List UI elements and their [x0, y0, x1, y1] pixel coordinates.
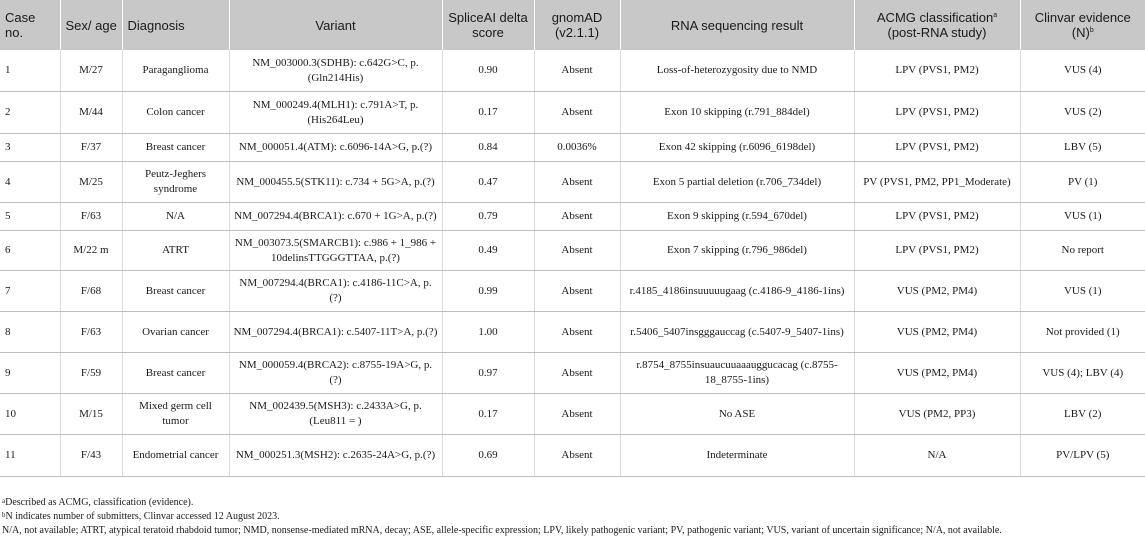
cell-rna: Exon 5 partial deletion (r.706_734del) — [620, 162, 854, 203]
table-row — [0, 435, 1145, 477]
cell-gnomad: Absent — [534, 50, 620, 92]
table-row — [0, 162, 1145, 203]
cell-clinvar: Not provided (1) — [1020, 312, 1145, 353]
table-row — [0, 271, 1145, 312]
cell-gnomad: Absent — [534, 92, 620, 134]
cell-spliceai: 0.79 — [442, 203, 534, 231]
cell-case: 6 — [0, 231, 60, 271]
cell-gnomad: Absent — [534, 203, 620, 231]
cell-spliceai: 0.69 — [442, 435, 534, 477]
header-acmg: ACMG classification$^a$ (post-RNA study) — [854, 0, 1020, 50]
cell-spliceai: 0.84 — [442, 134, 534, 162]
cell-diagnosis: Paraganglioma — [122, 50, 229, 92]
cell-sex-age: M/15 — [60, 394, 122, 435]
cell-variant: NM_000051.4(ATM): c.6096-14A>G, p.(?) — [229, 134, 442, 162]
cell-diagnosis: Breast cancer — [122, 271, 229, 312]
cell-gnomad: Absent — [534, 271, 620, 312]
cell-clinvar: VUS (1) — [1020, 271, 1145, 312]
cell-gnomad: Absent — [534, 162, 620, 203]
cell-diagnosis: Mixed germ cell tumor — [122, 394, 229, 435]
cell-diagnosis: N/A — [122, 203, 229, 231]
cell-clinvar: VUS (1) — [1020, 203, 1145, 231]
table-row — [0, 50, 1145, 92]
cell-variant: NM_002439.5(MSH3): c.2433A>G, p.(Leu811 = ) — [229, 394, 442, 435]
table-row — [0, 231, 1145, 271]
cell-variant: NM_007294.4(BRCA1): c.670 + 1G>A, p.(?) — [229, 203, 442, 231]
table-row — [0, 394, 1145, 435]
header-row — [0, 0, 1145, 50]
cell-case: 9 — [0, 353, 60, 394]
header-variant: Variant — [229, 0, 442, 50]
cell-rna: Exon 10 skipping (r.791_884del) — [620, 92, 854, 134]
cell-acmg: VUS (PM2, PM4) — [854, 353, 1020, 394]
cell-rna: r.8754_8755insuaucuuaaauggucacag (c.8755-18_8755-1ins) — [620, 353, 854, 394]
cell-diagnosis: Breast cancer — [122, 134, 229, 162]
cell-diagnosis: Ovarian cancer — [122, 312, 229, 353]
cell-variant: NM_000249.4(MLH1): c.791A>T, p.(His264Leu) — [229, 92, 442, 134]
cell-rna: Exon 7 skipping (r.796_986del) — [620, 231, 854, 271]
cell-clinvar: PV (1) — [1020, 162, 1145, 203]
cell-case: 5 — [0, 203, 60, 231]
cell-spliceai: 0.97 — [442, 353, 534, 394]
cell-sex-age: F/59 — [60, 353, 122, 394]
cell-rna: Exon 9 skipping (r.594_670del) — [620, 203, 854, 231]
cell-clinvar: VUS (4) — [1020, 50, 1145, 92]
cell-acmg: LPV (PVS1, PM2) — [854, 50, 1020, 92]
header-gnomad: gnomAD (v2.1.1) — [534, 0, 620, 50]
cell-rna: Indeterminate — [620, 435, 854, 477]
cell-variant: NM_000059.4(BRCA2): c.8755-19A>G, p.(?) — [229, 353, 442, 394]
cell-rna: r.5406_5407insgggauccag (c.5407-9_5407-1ins) — [620, 312, 854, 353]
cell-gnomad: 0.0036% — [534, 134, 620, 162]
cell-case: 8 — [0, 312, 60, 353]
cell-sex-age: F/43 — [60, 435, 122, 477]
cell-diagnosis: Breast cancer — [122, 353, 229, 394]
cell-clinvar: LBV (2) — [1020, 394, 1145, 435]
cell-acmg: N/A — [854, 435, 1020, 477]
cell-variant: NM_003073.5(SMARCB1): c.986 + 1_986 + 10delinsTTGGGTTAA, p.(?) — [229, 231, 442, 271]
cell-acmg: VUS (PM2, PM4) — [854, 271, 1020, 312]
cell-sex-age: F/63 — [60, 203, 122, 231]
cell-variant: NM_000251.3(MSH2): c.2635-24A>G, p.(?) — [229, 435, 442, 477]
cell-variant: NM_007294.4(BRCA1): c.4186-11C>A, p.(?) — [229, 271, 442, 312]
cell-sex-age: F/37 — [60, 134, 122, 162]
cell-spliceai: 1.00 — [442, 312, 534, 353]
cell-clinvar: LBV (5) — [1020, 134, 1145, 162]
footnote-b: $^b$N indicates number of submitters, Clinvar accessed 12 August 2023. — [2, 511, 280, 522]
header-spliceai: SpliceAI delta score — [442, 0, 534, 50]
cell-clinvar: VUS (4); LBV (4) — [1020, 353, 1145, 394]
cell-sex-age: M/25 — [60, 162, 122, 203]
header-diagnosis: Diagnosis — [122, 0, 229, 50]
table-row — [0, 353, 1145, 394]
cell-sex-age: F/68 — [60, 271, 122, 312]
cell-sex-age: F/63 — [60, 312, 122, 353]
cell-acmg: LPV (PVS1, PM2) — [854, 203, 1020, 231]
cell-spliceai: 0.47 — [442, 162, 534, 203]
table-row — [0, 312, 1145, 353]
cell-rna: Loss-of-heterozygosity due to NMD — [620, 50, 854, 92]
cell-clinvar: No report — [1020, 231, 1145, 271]
cell-case: 3 — [0, 134, 60, 162]
cell-rna: Exon 42 skipping (r.6096_6198del) — [620, 134, 854, 162]
cell-acmg: PV (PVS1, PM2, PP1_Moderate) — [854, 162, 1020, 203]
cell-gnomad: Absent — [534, 394, 620, 435]
cell-spliceai: 0.17 — [442, 394, 534, 435]
cell-variant: NM_007294.4(BRCA1): c.5407-11T>A, p.(?) — [229, 312, 442, 353]
cell-case: 1 — [0, 50, 60, 92]
cell-acmg: VUS (PM2, PP3) — [854, 394, 1020, 435]
cell-acmg: VUS (PM2, PM4) — [854, 312, 1020, 353]
header-case: Case no. — [0, 0, 60, 50]
cell-case: 11 — [0, 435, 60, 477]
cell-case: 7 — [0, 271, 60, 312]
cell-gnomad: Absent — [534, 435, 620, 477]
cell-acmg: LPV (PVS1, PM2) — [854, 134, 1020, 162]
header-rna: RNA sequencing result — [620, 0, 854, 50]
cell-case: 2 — [0, 92, 60, 134]
table-footnotes — [2, 496, 1002, 538]
cell-case: 4 — [0, 162, 60, 203]
table-row — [0, 92, 1145, 134]
footnote-a: $^a$Described as ACMG, classification (evidence). — [2, 497, 194, 508]
cell-gnomad: Absent — [534, 231, 620, 271]
cell-rna: No ASE — [620, 394, 854, 435]
cell-spliceai: 0.17 — [442, 92, 534, 134]
cell-sex-age: M/27 — [60, 50, 122, 92]
cell-diagnosis: Endometrial cancer — [122, 435, 229, 477]
cell-gnomad: Absent — [534, 353, 620, 394]
cell-variant: NM_000455.5(STK11): c.734 + 5G>A, p.(?) — [229, 162, 442, 203]
cell-clinvar: VUS (2) — [1020, 92, 1145, 134]
table-row — [0, 203, 1145, 231]
header-clinvar: Clinvar evidence $(N)^b$ — [1020, 0, 1145, 50]
cell-clinvar: PV/LPV (5) — [1020, 435, 1145, 477]
cell-diagnosis: Colon cancer — [122, 92, 229, 134]
cell-acmg: LPV (PVS1, PM2) — [854, 92, 1020, 134]
cell-case: 10 — [0, 394, 60, 435]
header-sex-age: Sex/ age — [60, 0, 122, 50]
cell-spliceai: 0.90 — [442, 50, 534, 92]
cell-spliceai: 0.99 — [442, 271, 534, 312]
cell-gnomad: Absent — [534, 312, 620, 353]
footnote-abbreviations: N/A, not available; ATRT, atypical teratoid rhabdoid tumor; NMD, nonsense-mediated mRNA, decay; ASE, allele-specific expression; LPV, likely pathogenic variant; PV, pathogenic variant; VUS, variant of uncertain significance; N/A, not available. — [2, 525, 1002, 536]
cell-spliceai: 0.49 — [442, 231, 534, 271]
table-body — [0, 50, 1145, 477]
cell-sex-age: M/44 — [60, 92, 122, 134]
cell-diagnosis: Peutz-Jeghers syndrome — [122, 162, 229, 203]
cell-variant: NM_003000.3(SDHB): c.642G>C, p.(Gln214His) — [229, 50, 442, 92]
cell-sex-age: M/22 m — [60, 231, 122, 271]
table-row — [0, 134, 1145, 162]
cell-acmg: LPV (PVS1, PM2) — [854, 231, 1020, 271]
cell-rna: r.4185_4186insuuuuugaag (c.4186-9_4186-1ins) — [620, 271, 854, 312]
cell-diagnosis: ATRT — [122, 231, 229, 271]
